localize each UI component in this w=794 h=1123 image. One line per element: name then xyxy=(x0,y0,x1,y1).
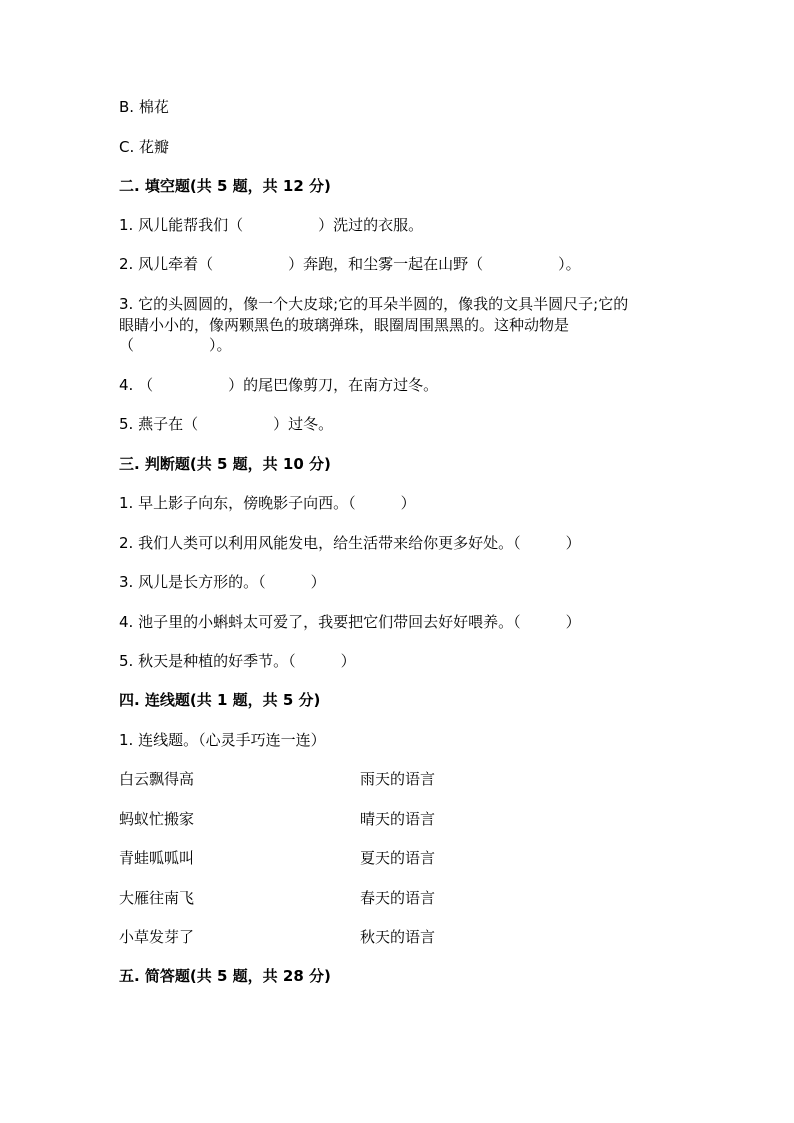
match-left-item: 青蛙呱呱叫 xyxy=(119,849,195,867)
section-5-heading: 五. 简答题(共 5 题，共 28 分) xyxy=(119,967,331,985)
fill-question-3-line-3: （ ）。 xyxy=(119,336,232,354)
section-4-heading: 四. 连线题(共 1 题，共 5 分) xyxy=(119,691,321,709)
match-left-item: 小草发芽了 xyxy=(119,928,195,946)
judge-question-3: 3. 风儿是长方形的。（ ） xyxy=(119,573,326,591)
match-question-1: 1. 连线题。（心灵手巧连一连） xyxy=(119,731,326,749)
judge-question-2: 2. 我们人类可以利用风能发电，给生活带来给你更多好处。（ ） xyxy=(119,534,581,552)
judge-question-1: 1. 早上影子向东，傍晚影子向西。（ ） xyxy=(119,494,416,512)
section-3-heading: 三. 判断题(共 5 题，共 10 分) xyxy=(119,455,331,473)
match-right-item: 雨天的语言 xyxy=(360,770,436,788)
match-left-item: 蚂蚁忙搬家 xyxy=(119,810,195,828)
fill-question-5: 5. 燕子在（ ）过冬。 xyxy=(119,415,334,433)
fill-question-3-line-1: 3. 它的头圆圆的，像一个大皮球;它的耳朵半圆的，像我的文具半圆尺子;它的 xyxy=(119,295,629,313)
match-right-item: 春天的语言 xyxy=(360,889,436,907)
fill-question-2: 2. 风儿牵着（ ）奔跑，和尘雾一起在山野（ ）。 xyxy=(119,255,581,273)
match-right-item: 夏天的语言 xyxy=(360,849,436,867)
option-c: C. 花瓣 xyxy=(119,138,170,156)
fill-question-1: 1. 风儿能帮我们（ ）洗过的衣服。 xyxy=(119,216,424,234)
judge-question-4: 4. 池子里的小蝌蚪太可爱了，我要把它们带回去好好喂养。（ ） xyxy=(119,613,581,631)
judge-question-5: 5. 秋天是种植的好季节。（ ） xyxy=(119,652,356,670)
fill-question-4: 4. （ ）的尾巴像剪刀，在南方过冬。 xyxy=(119,376,439,394)
section-2-heading: 二. 填空题(共 5 题，共 12 分) xyxy=(119,177,331,195)
option-b: B. 棉花 xyxy=(119,98,169,116)
fill-question-3-line-2: 眼睛小小的，像两颗黑色的玻璃弹珠，眼圈周围黑黑的。这种动物是 xyxy=(119,316,570,334)
match-left-item: 白云飘得高 xyxy=(119,770,195,788)
match-right-item: 秋天的语言 xyxy=(360,928,436,946)
match-left-item: 大雁往南飞 xyxy=(119,889,195,907)
match-right-item: 晴天的语言 xyxy=(360,810,436,828)
